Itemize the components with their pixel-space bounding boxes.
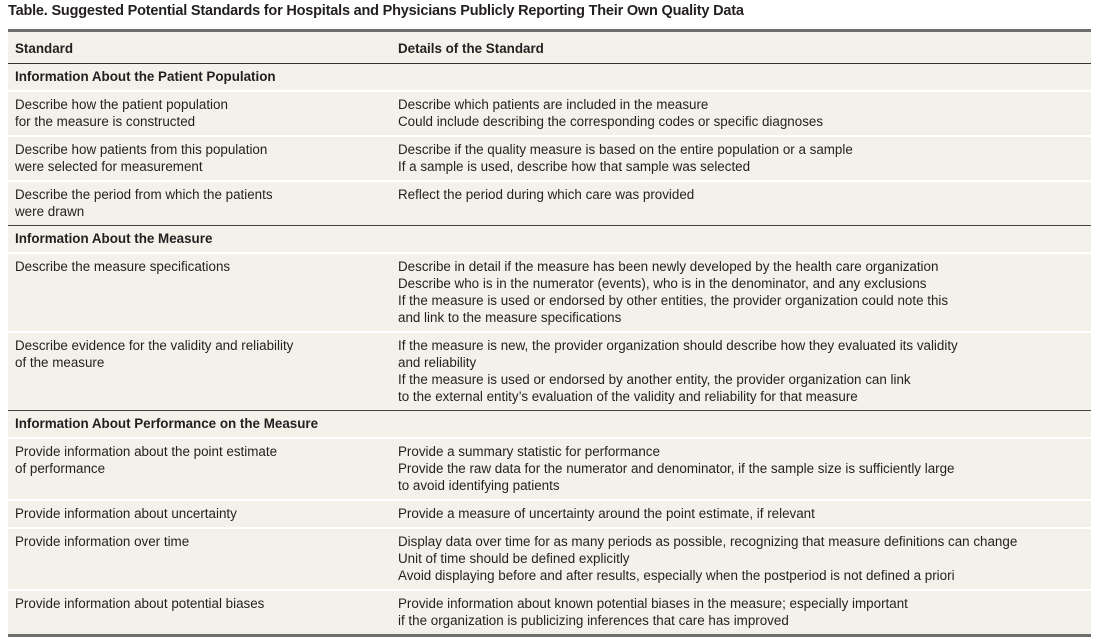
section-heading (8, 64, 1091, 92)
cell-line: were drawn (15, 204, 85, 219)
cell-line: and reliability (398, 355, 477, 370)
column-header-details: Details of the Standard (398, 41, 544, 56)
section-heading (8, 226, 1091, 254)
cell-line: Describe the measure specifications (15, 259, 231, 274)
details-cell (398, 186, 1091, 220)
cell-line: Provide a measure of uncertainty around the point estimate, if relevant (398, 506, 815, 521)
cell-line: Describe evidence for the validity and reliability (15, 338, 294, 353)
standard-cell (8, 96, 398, 130)
standard-cell (8, 186, 398, 220)
column-header-standard: Standard (15, 41, 74, 56)
section-heading-text: Information About the Measure (15, 231, 213, 246)
cell-line: Provide information about the point estimate (15, 444, 278, 459)
cell-line: if the organization is publicizing inferences that care has improved (398, 613, 789, 628)
cell-line: and link to the measure specifications (398, 310, 622, 325)
section-heading-text: Information About Performance on the Measure (15, 416, 319, 431)
cell-line: Display data over time for as many periods as possible, recognizing that measure definitions can change (398, 534, 1018, 549)
cell-line: Provide information over time (15, 534, 190, 549)
table-row (8, 591, 1091, 634)
cell-line: Describe the period from which the patients (15, 187, 273, 202)
details-cell (398, 96, 1091, 130)
table-row (8, 501, 1091, 529)
cell-line: Describe if the quality measure is based on the entire population or a sample (398, 142, 853, 157)
cell-line: of performance (15, 461, 106, 476)
details-cell (398, 443, 1091, 494)
details-cell (398, 595, 1091, 629)
cell-line: for the measure is constructed (15, 114, 196, 129)
cell-line: Avoid displaying before and after results, especially when the postperiod is not defined a priori (398, 568, 955, 583)
standards-table (8, 29, 1091, 637)
details-cell (398, 258, 1091, 326)
section-heading (8, 411, 1091, 439)
cell-line: If the measure is used or endorsed by other entities, the provider organization could note this (398, 293, 949, 308)
section-heading-text: Information About the Patient Population (15, 69, 276, 84)
cell-line: Describe in detail if the measure has been newly developed by the health care organization (398, 259, 939, 274)
details-cell (398, 505, 1091, 522)
standard-cell (8, 533, 398, 584)
standard-cell (8, 337, 398, 405)
standard-cell (8, 258, 398, 326)
table-row (8, 182, 1091, 226)
standard-cell (8, 595, 398, 629)
cell-line: Describe which patients are included in the measure (398, 97, 709, 112)
details-cell (398, 337, 1091, 405)
standard-cell (8, 141, 398, 175)
cell-line: If a sample is used, describe how that sample was selected (398, 159, 751, 174)
table-row (8, 529, 1091, 591)
cell-line: Describe how the patient population (15, 97, 228, 112)
cell-line: Could include describing the corresponding codes or specific diagnoses (398, 114, 824, 129)
table-row (8, 254, 1091, 333)
cell-line: If the measure is new, the provider organization should describe how they evaluated its validity (398, 338, 958, 353)
table-row (8, 439, 1091, 501)
cell-line: Describe who is in the numerator (events), who is in the denominator, and any exclusions (398, 276, 927, 291)
cell-line: to avoid identifying patients (398, 478, 560, 493)
details-cell (398, 533, 1091, 584)
table-header-row (8, 32, 1091, 64)
cell-line: were selected for measurement (15, 159, 203, 174)
cell-line: Describe how patients from this population (15, 142, 268, 157)
cell-line: Unit of time should be defined explicitly (398, 551, 630, 566)
cell-line: Provide information about uncertainty (15, 506, 237, 521)
cell-line: Reflect the period during which care was provided (398, 187, 695, 202)
standard-cell (8, 505, 398, 522)
table-row (8, 333, 1091, 411)
cell-line: of the measure (15, 355, 105, 370)
table-row (8, 137, 1091, 182)
cell-line: to the external entity’s evaluation of the validity and reliability for that measure (398, 389, 858, 404)
table-row (8, 92, 1091, 137)
cell-line: Provide a summary statistic for performance (398, 444, 660, 459)
standard-cell (8, 443, 398, 494)
cell-line: Provide the raw data for the numerator and denominator, if the sample size is sufficiently large (398, 461, 955, 476)
cell-line: If the measure is used or endorsed by another entity, the provider organization can link (398, 372, 911, 387)
table-title: Table. Suggested Potential Standards for Hospitals and Physicians Publicly Reporting Their Own Quality Data (8, 3, 744, 19)
cell-line: Provide information about known potential biases in the measure; especially important (398, 596, 908, 611)
cell-line: Provide information about potential biases (15, 596, 265, 611)
details-cell (398, 141, 1091, 175)
